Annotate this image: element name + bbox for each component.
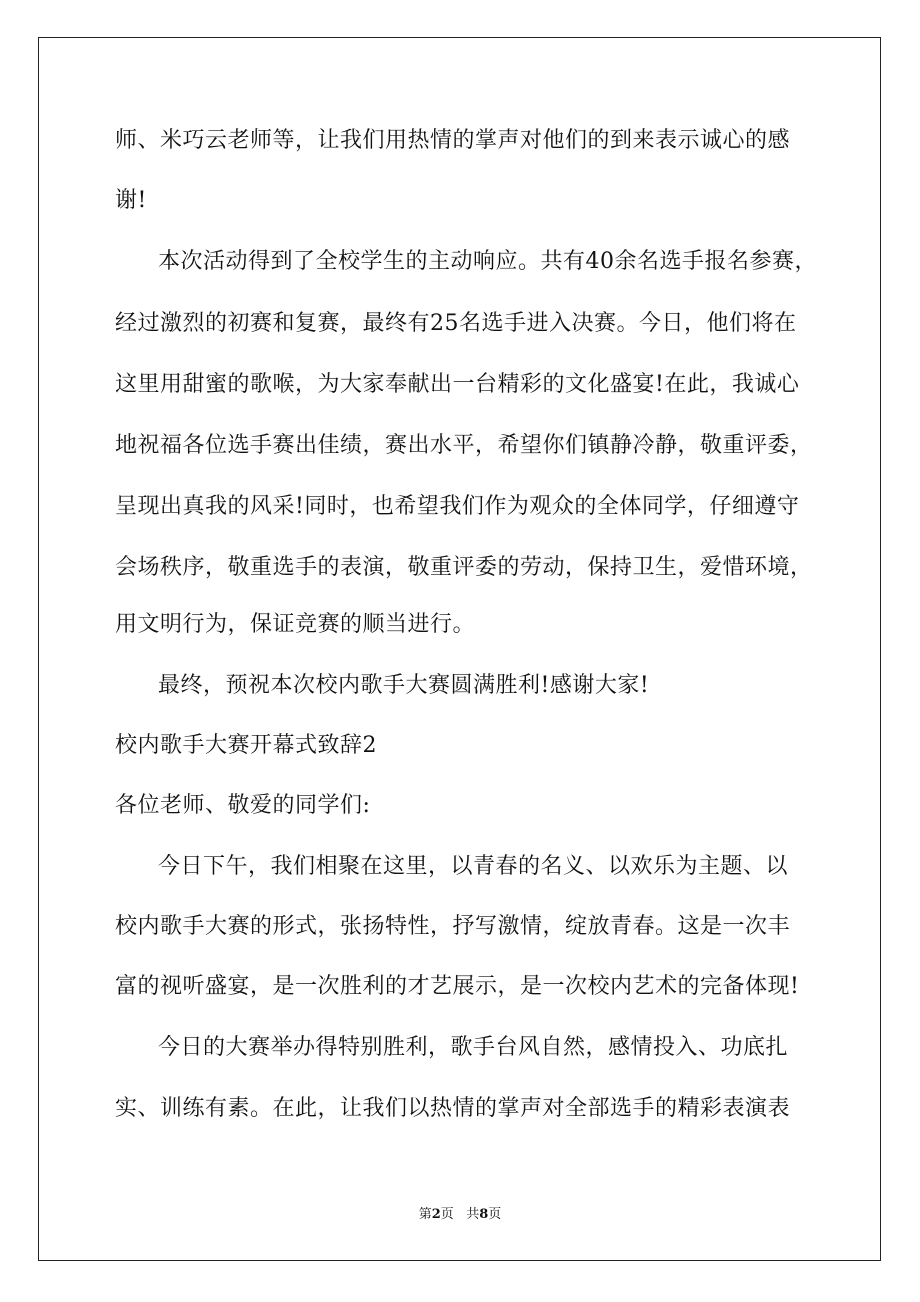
page-prefix: 第 bbox=[418, 1207, 432, 1222]
paragraph-start-line: 今日的大赛举办得特别胜利，歌手台风自然，感情投入、功底扎 bbox=[158, 1035, 789, 1060]
page-footer bbox=[0, 1207, 920, 1223]
text-line: 地祝福各位选手赛出佳绩，赛出水平，希望你们镇静冷静，敬重评委， bbox=[115, 433, 813, 458]
section-title: 校内歌手大赛开幕式致辞2 bbox=[115, 733, 377, 758]
text-line: 经过激烈的初赛和复赛，最终有25名选手进入决赛。今日，他们将在 bbox=[115, 311, 797, 336]
paragraph-start-line: 本次活动得到了全校学生的主动响应。共有40余名选手报名参赛， bbox=[158, 249, 817, 274]
text-line: 这里用甜蜜的歌喉，为大家奉献出一台精彩的文化盛宴!在此，我诚心 bbox=[115, 372, 800, 397]
paragraph-start-line: 最终，预祝本次校内歌手大赛圆满胜利!感谢大家! bbox=[158, 673, 650, 698]
total-pages: 8 bbox=[479, 1207, 489, 1222]
total-prefix: 共 bbox=[466, 1207, 480, 1222]
page-number: 2 bbox=[431, 1207, 441, 1222]
salutation-line: 各位老师、敬爱的同学们: bbox=[115, 793, 371, 818]
text-line: 谢! bbox=[115, 188, 147, 213]
total-unit: 页 bbox=[488, 1207, 502, 1222]
text-line: 实、训练有素。在此，让我们以热情的掌声对全部选手的精彩表演表 bbox=[115, 1096, 791, 1121]
text-line: 会场秩序，敬重选手的表演，敬重评委的劳动，保持卫生，爱惜环境， bbox=[115, 555, 813, 580]
paragraph-start-line: 今日下午，我们相聚在这里，以青春的名义、以欢乐为主题、以 bbox=[158, 854, 789, 879]
page-border bbox=[38, 37, 881, 1261]
text-line: 用文明行为，保证竞赛的顺当进行。 bbox=[115, 612, 476, 637]
text-line: 校内歌手大赛的形式，张扬特性，抒写激情，绽放青春。这是一次丰 bbox=[115, 914, 791, 939]
text-line: 富的视听盛宴，是一次胜利的才艺展示，是一次校内艺术的完备体现! bbox=[115, 974, 800, 999]
page-unit: 页 bbox=[440, 1207, 454, 1222]
text-line: 师、米巧云老师等，让我们用热情的掌声对他们的到来表示诚心的感 bbox=[115, 128, 791, 153]
text-line: 呈现出真我的风采!同时，也希望我们作为观众的全体同学，仔细遵守 bbox=[115, 494, 800, 519]
